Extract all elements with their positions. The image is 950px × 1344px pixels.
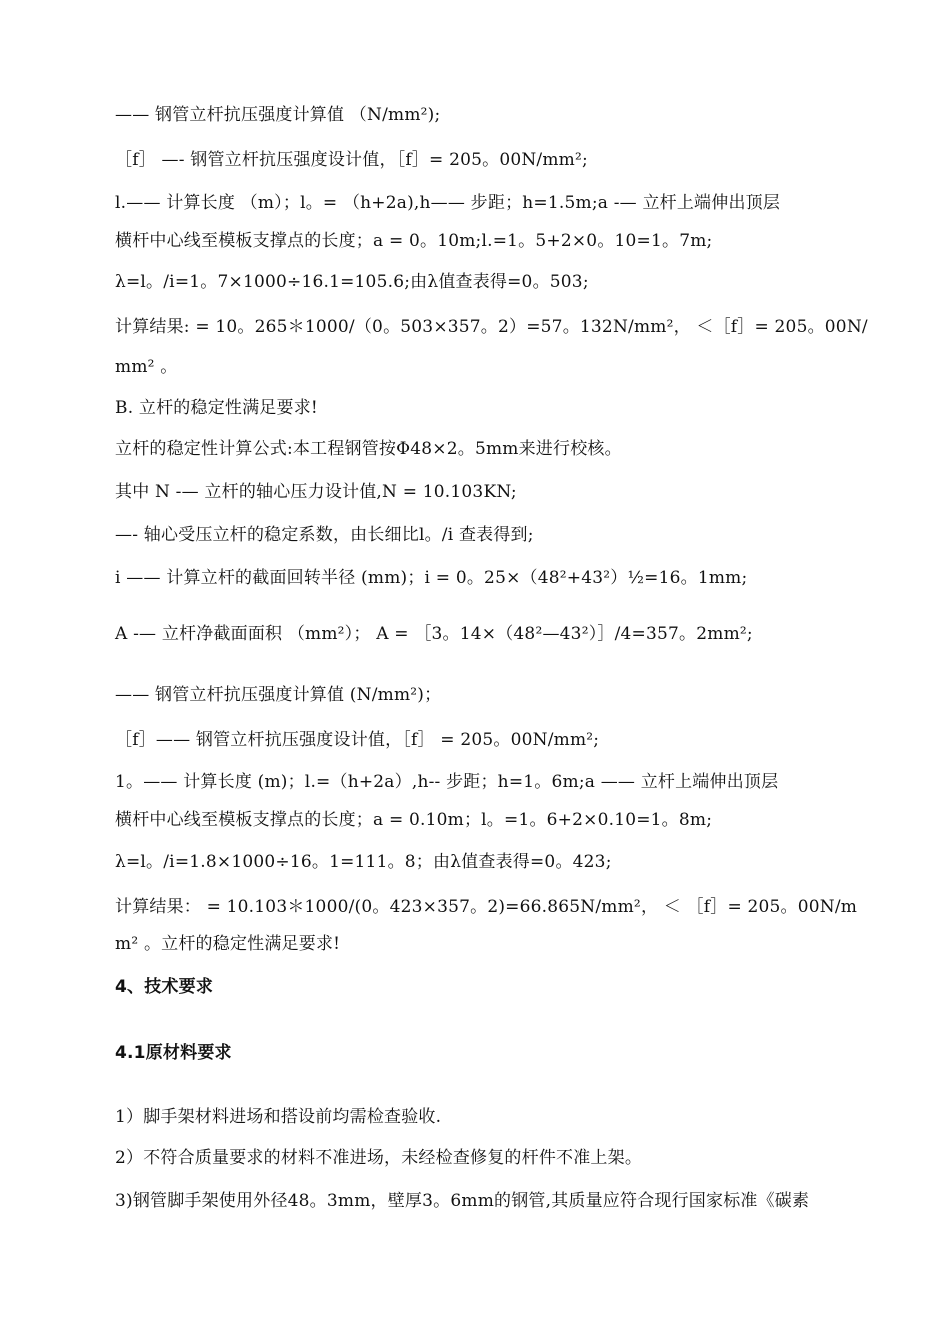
list-item: 3)钢管脚手架使用外径48。3mm，壁厚3。6mm的钢管,其质量应符合现行国家标准《碳素 [115, 1191, 810, 1211]
text-line: —- 轴心受压立杆的稳定系数，由长细比l。/i 查表得到; [115, 525, 534, 545]
text-line: λ=l。/i=1.8×1000÷16。1=111。8；由λ值查表得=0。423; [115, 852, 612, 872]
text-line: —— 钢管立杆抗压强度计算值 （N/mm²); [115, 105, 441, 125]
text-line: 横杆中心线至模板支撑点的长度；a = 0.10m；l。=1。6+2×0.10=1。8m; [115, 810, 713, 830]
section-heading: 4、技术要求 [115, 977, 214, 997]
text-line: λ=l。/i=1。7×1000÷16.1=105.6;由λ值查表得=0。503; [115, 272, 589, 292]
text-line: ［f］ —- 钢管立杆抗压强度设计值，［f］= 205。00N/mm²; [115, 150, 588, 170]
text-line: 横杆中心线至模板支撑点的长度；a = 0。10m;l.=1。5+2×0。10=1。7m; [115, 231, 713, 251]
text-line: 立杆的稳定性计算公式:本工程钢管按Φ48×2。5mm来进行校核。 [115, 439, 622, 459]
text-line: mm² 。 [115, 357, 178, 377]
text-line: l.—— 计算长度 （m）；l。= （h+2a),h—— 步距；h=1.5m;a -— 立杆上端伸出顶层 [115, 193, 781, 213]
text-line: i —— 计算立杆的截面回转半径 (mm)；i = 0。25×（48²+43²）½=16。1mm; [115, 568, 748, 588]
text-line: ［f］—— 钢管立杆抗压强度设计值，［f］ = 205。00N/mm²; [115, 730, 600, 750]
list-item: 1）脚手架材料进场和搭设前均需检查验收. [115, 1107, 442, 1127]
text-line: A -— 立杆净截面面积 （mm²）； A = ［3。14×（48²—43²）］/4=357。2mm²; [115, 624, 753, 644]
text-line: 计算结果： = 10.103＊1000/(0。423×357。2)=66.865N/mm²， ＜ ［f］= 205。00N/m [115, 897, 858, 917]
subsection-heading: 4.1原材料要求 [115, 1043, 232, 1063]
text-line: m² 。立杆的稳定性满足要求! [115, 934, 341, 954]
text-line: B. 立杆的稳定性满足要求! [115, 398, 318, 418]
list-item: 2）不符合质量要求的材料不准进场，未经检查修复的杆件不准上架。 [115, 1148, 643, 1168]
text-line: 1。—— 计算长度 (m)；l.=（h+2a）,h-- 步距；h=1。6m;a —— 立杆上端伸出顶层 [115, 772, 779, 792]
text-line: 计算结果: = 10。265＊1000/（0。503×357。2）=57。132N/mm²， ＜［f］= 205。00N/ [115, 317, 868, 337]
text-line: 其中 N -— 立杆的轴心压力设计值,N = 10.103KN; [115, 482, 517, 502]
text-line: —— 钢管立杆抗压强度计算值 (N/mm²)； [115, 685, 442, 705]
